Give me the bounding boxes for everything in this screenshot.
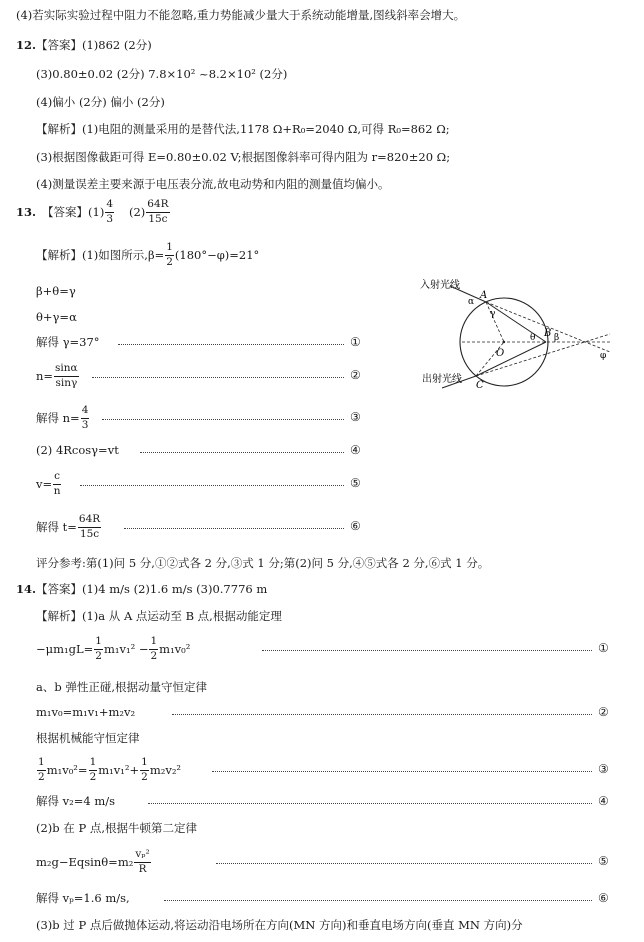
- answer-label: (2): [129, 205, 146, 219]
- equation-mark: ⑤: [350, 476, 361, 490]
- refraction-diagram: [414, 276, 628, 396]
- equation-mark: ④: [598, 794, 609, 808]
- text-line: (3)b 过 P 点后做抛体运动,将运动沿电场所在方向(MN 方向)和垂直电场方向(垂直 MN 方向)分: [36, 918, 523, 932]
- label-incident: 入射光线: [420, 280, 460, 291]
- equation-mark: ②: [350, 368, 361, 382]
- leader-dots: [262, 650, 592, 651]
- fraction: $\frac{4}{3}$: [81, 404, 89, 431]
- equation: 解得 n= $\frac{4}{3}$: [36, 404, 89, 431]
- fraction: $\frac{1}{2}$: [150, 635, 158, 662]
- label-beta: β: [554, 333, 560, 343]
- fraction: $\frac{\sin\alpha}{\sin\gamma}$: [55, 362, 78, 389]
- question-number: 14.: [16, 582, 37, 596]
- equation: v= $\frac{c}{n}$: [36, 470, 61, 497]
- text-line: 根据机械能守恒定律: [36, 731, 140, 745]
- leader-dots: [80, 485, 344, 486]
- equation-mark: ①: [350, 335, 361, 349]
- label-exit: 出射光线: [422, 374, 462, 385]
- label-alpha: α: [468, 297, 475, 307]
- label-a: A: [480, 290, 488, 301]
- fraction: $\frac{4}{3}$: [106, 198, 113, 225]
- scoring-note: 评分参考:第(1)问 5 分,①②式各 2 分,③式 1 分;第(2)问 5 分,④⑤式各 2 分,⑥式 1 分。: [36, 556, 490, 570]
- reflected-ray-bc: [476, 342, 546, 376]
- equation-mark: ③: [350, 410, 361, 424]
- analysis-line: 【解析】(1)电阻的测量采用的是替代法,1178 Ω+R₀=2040 Ω,可得 R₀=862 Ω;: [36, 122, 450, 136]
- fraction: $\frac{1}{2}$: [38, 756, 45, 783]
- question-number: 13.: [16, 205, 37, 219]
- answer-line: [16, 197, 171, 227]
- analysis-line: 【解析】(1)如图所示,β= $\frac{1}{2}$ (180°−φ)=21°: [36, 241, 260, 268]
- equation-mark: ⑥: [350, 519, 361, 533]
- answer-line: 【答案】(1)862 (2分): [36, 38, 152, 52]
- leader-dots: [140, 452, 344, 453]
- fraction: $\frac{1}{2}$: [95, 635, 102, 662]
- equation: $\frac{1}{2}$ m₁v₀²= $\frac{1}{2}$ m₁v₁²+ $\frac{1}{2}$ m₂v₂²: [38, 756, 182, 783]
- equation: 解得 γ=37°: [36, 335, 100, 349]
- equation-mark: ⑤: [598, 854, 609, 868]
- text-line: (4)若实际实验过程中阻力不能忽略,重力势能减少量大于系统动能增量,图线斜率会增大。: [16, 8, 466, 22]
- fraction: $\frac{64R}{15c}$: [78, 513, 101, 540]
- fraction: $\frac{\text{vₚ²}}{R}$: [135, 848, 150, 875]
- equation-mark: ③: [598, 762, 609, 776]
- text-line: (2)b 在 P 点,根据牛顿第二定律: [36, 821, 198, 835]
- answer-line: 【答案】(1)4 m/s (2)1.6 m/s (3)0.7776 m: [36, 582, 268, 596]
- equation: n= $\frac{\sin\alpha}{\sin\gamma}$: [36, 362, 78, 389]
- fraction: $\frac{1}{2}$: [141, 756, 148, 783]
- leader-dots: [172, 714, 592, 715]
- equation-mark: ④: [350, 443, 361, 457]
- analysis-line: (3)根据图像截距可得 E=0.80±0.02 V;根据图像斜率可得内阻为 r=820±20 Ω;: [36, 150, 451, 164]
- equation: 解得 vₚ=1.6 m/s,: [36, 891, 130, 905]
- leader-dots: [216, 863, 592, 864]
- leader-dots: [212, 771, 592, 772]
- leader-dots: [102, 419, 344, 420]
- equation-mark: ②: [598, 705, 609, 719]
- analysis-line: 【解析】(1)a 从 A 点运动至 B 点,根据动能定理: [36, 609, 282, 623]
- equation-mark: ①: [598, 641, 609, 655]
- label-phi: φ: [600, 351, 607, 361]
- label-o: O: [496, 348, 505, 359]
- label-c: C: [476, 380, 484, 391]
- analysis-line: (4)测量误差主要来源于电压表分流,故电动势和内阻的测量值均偏小。: [36, 177, 390, 191]
- equation: −μm₁gL= $\frac{1}{2}$ m₁v₁² − $\frac{1}{2}$ m₁v₀²: [36, 635, 191, 662]
- equation: 解得 t= $\frac{64R}{15c}$: [36, 513, 101, 540]
- equation: m₁v₀=m₁v₁+m₂v₂: [36, 705, 136, 719]
- leader-dots: [124, 528, 344, 529]
- label-theta: θ: [530, 333, 536, 343]
- fraction: $\frac{64R}{15c}$: [147, 198, 169, 225]
- center-point: [503, 341, 505, 343]
- fraction: $\frac{1}{2}$: [89, 756, 97, 783]
- leader-dots: [148, 803, 592, 804]
- answer-label: 【答案】(1): [42, 205, 105, 219]
- equation-mark: ⑥: [598, 891, 609, 905]
- leader-dots: [92, 377, 344, 378]
- fraction: $\frac{1}{2}$: [166, 241, 173, 268]
- label-b: B: [544, 328, 552, 339]
- equation: β+θ=γ: [36, 284, 76, 298]
- text-line: a、b 弹性正碰,根据动量守恒定律: [36, 680, 208, 694]
- equation: 解得 v₂=4 m/s: [36, 794, 116, 808]
- equation: θ+γ=α: [36, 310, 77, 324]
- answer-line: (4)偏小 (2分) 偏小 (2分): [36, 95, 165, 109]
- question-number: 12.: [16, 38, 37, 52]
- label-gamma: γ: [490, 309, 496, 319]
- fraction: $\frac{c}{n}$: [53, 470, 61, 497]
- equation: m₂g−Eqsinθ=m₂ $\frac{\text{vₚ²}}{R}$: [36, 848, 150, 875]
- answer-line: (3)0.80±0.02 (2分) 7.8×10² ~8.2×10² (2分): [36, 67, 288, 81]
- leader-dots: [164, 900, 592, 901]
- leader-dots: [118, 344, 344, 345]
- equation: (2) 4Rcosγ=vt: [36, 443, 119, 457]
